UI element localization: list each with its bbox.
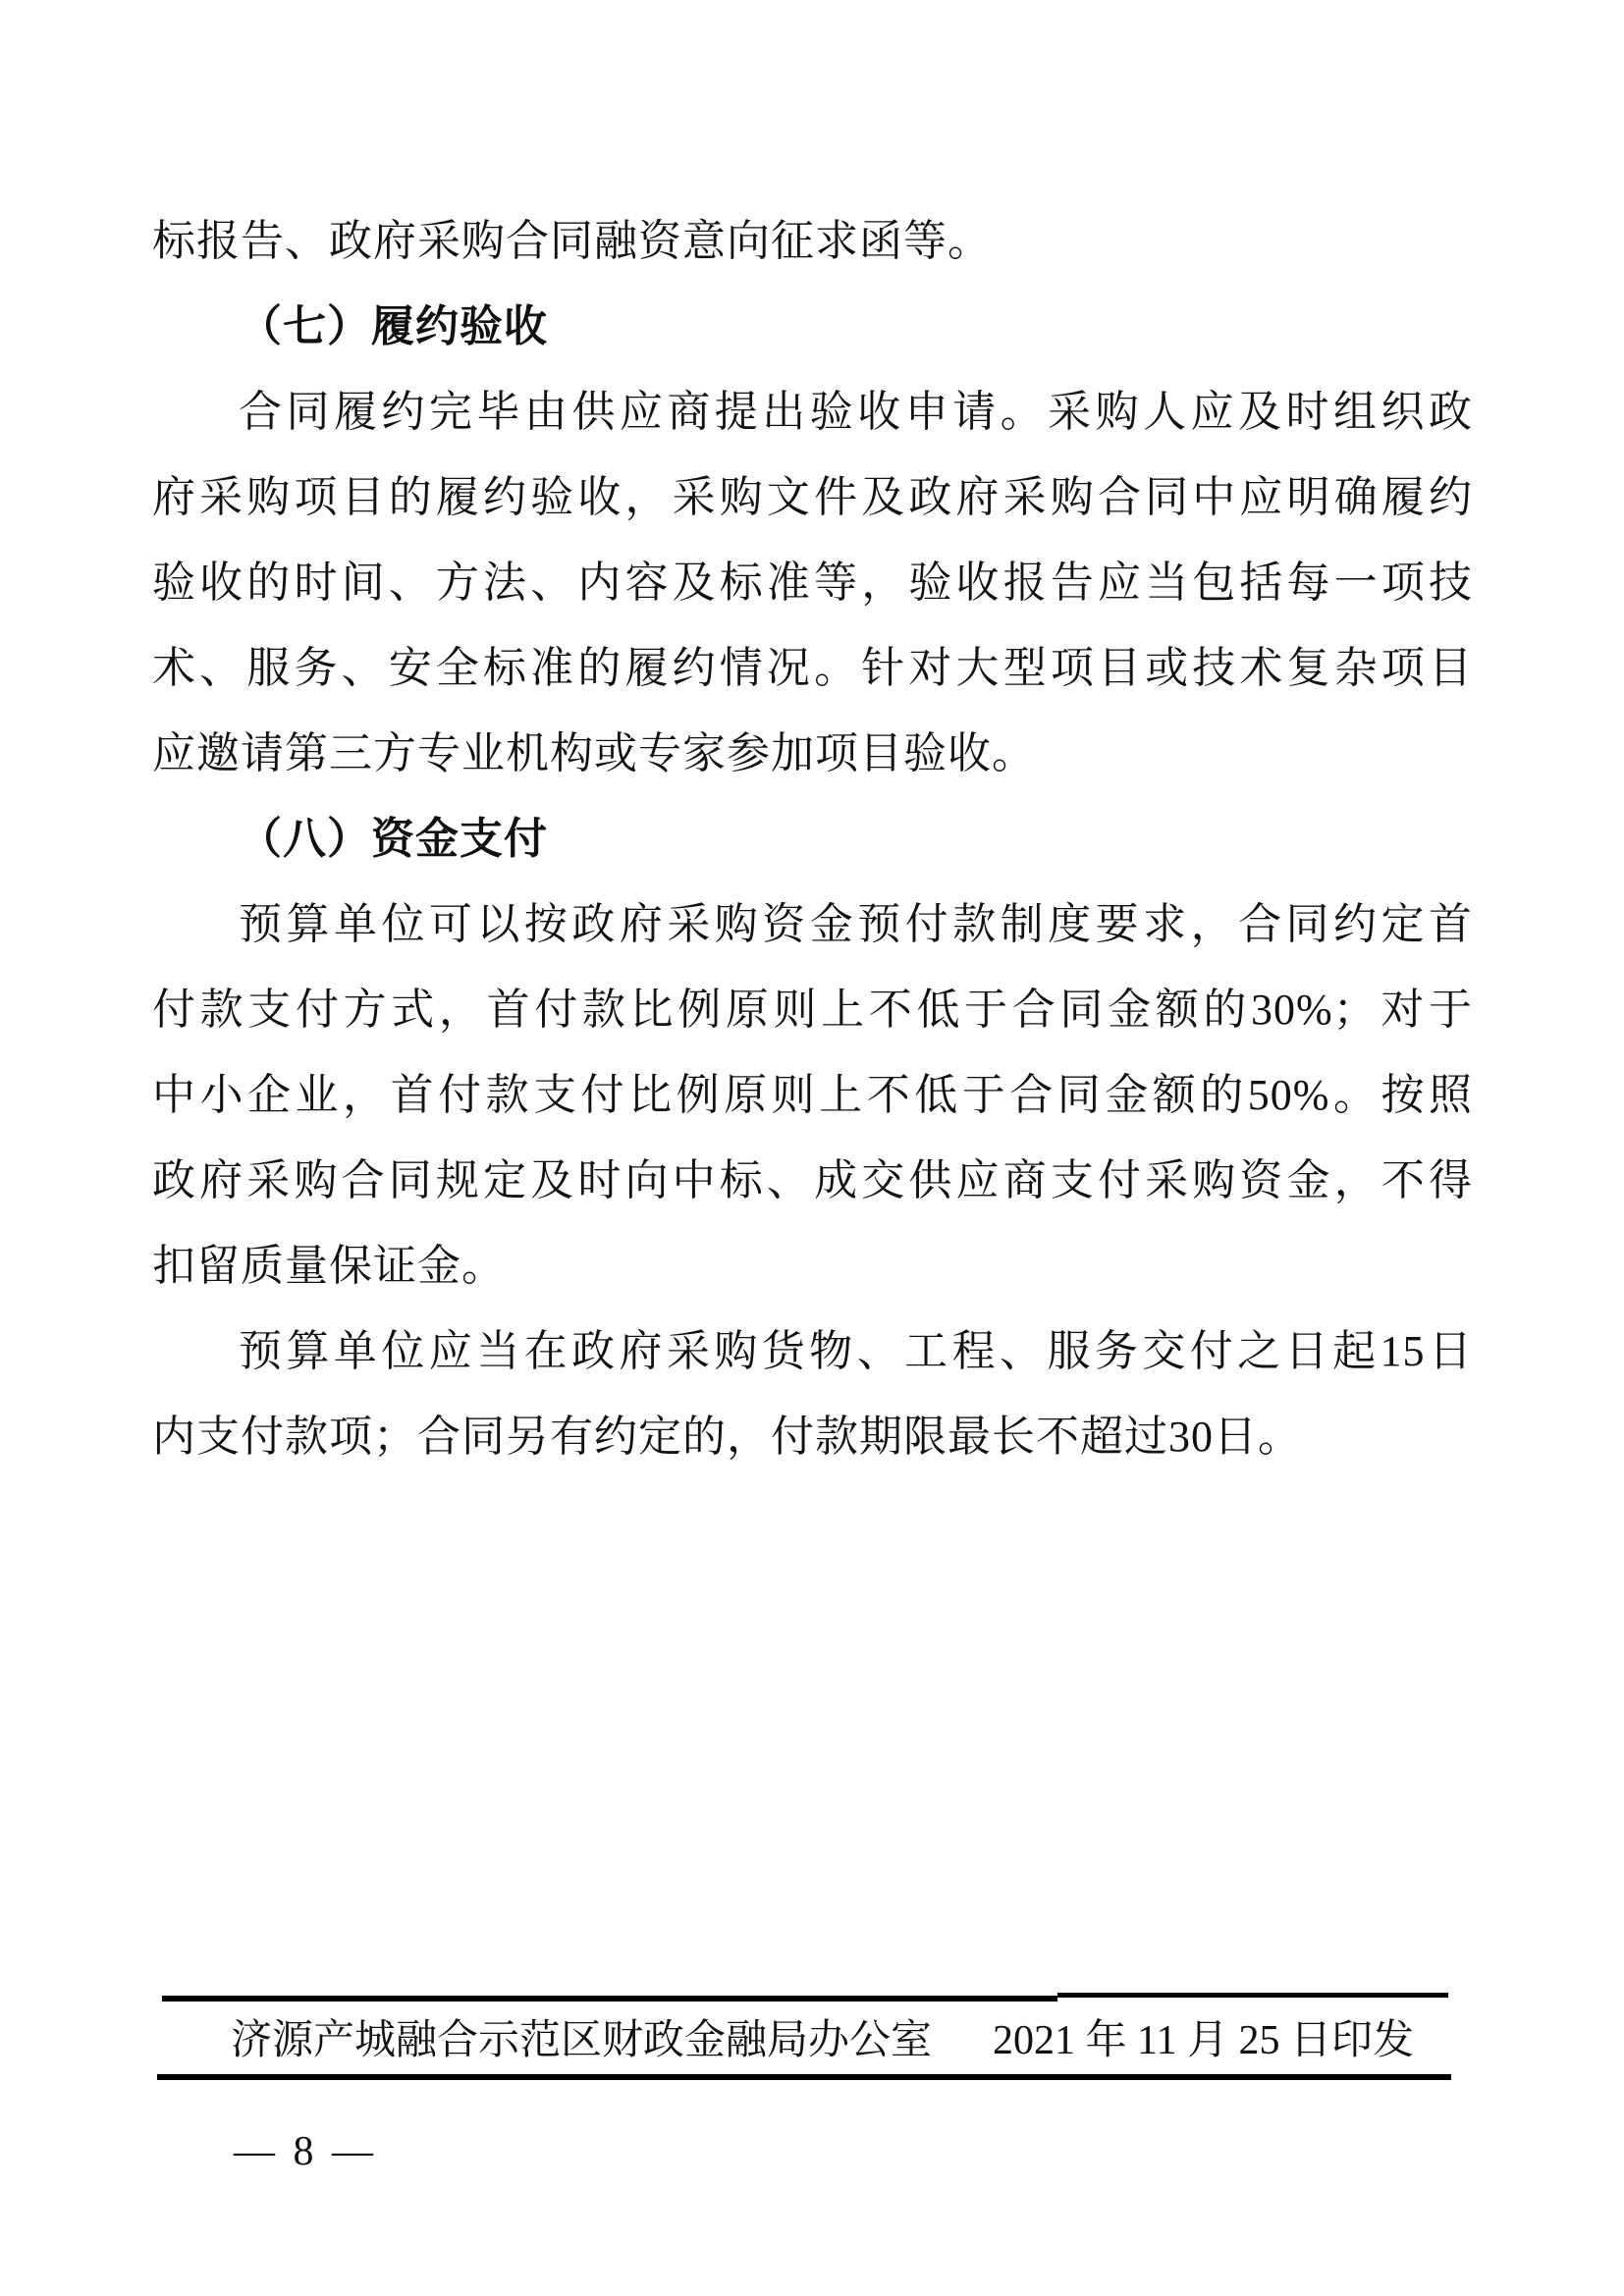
- section-heading-eight: （八）资金支付: [239, 815, 548, 863]
- body-line: 标报告、政府采购合同融资意向征求函等。: [152, 217, 992, 265]
- body-line: 合同履约完毕由供应商提出验收申请。采购人应及时组织政: [239, 388, 1473, 436]
- body-line: 应邀请第三方专业机构或专家参加项目验收。: [152, 729, 1036, 777]
- body-line: 付款支付方式，首付款比例原则上不低于合同金额的30%；对于: [152, 986, 1473, 1034]
- body-line: 中小企业，首付款支付比例原则上不低于合同金额的50%。按照: [152, 1071, 1473, 1119]
- page-number: — 8 —: [234, 2129, 377, 2174]
- body-line: 预算单位应当在政府采购货物、工程、服务交付之日起15日: [239, 1327, 1473, 1375]
- section-heading-seven: （七）履约验收: [239, 302, 548, 350]
- colophon-row: [231, 2012, 1414, 2069]
- document-body: [152, 198, 1473, 1479]
- body-line: 术、服务、安全标准的履约情况。针对大型项目或技术复杂项目: [152, 644, 1473, 692]
- issuing-office: 济源产城融合示范区财政金融局办公室: [231, 2018, 933, 2063]
- colophon-top-rule-right: [1057, 1993, 1448, 1998]
- body-line: 扣留质量保证金。: [152, 1242, 506, 1290]
- colophon-bottom-rule: [157, 2074, 1451, 2080]
- print-date: 2021 年 11 月 25 日印发: [993, 2018, 1414, 2063]
- body-line: 政府采购合同规定及时向中标、成交供应商支付采购资金，不得: [152, 1156, 1473, 1204]
- body-line: 内支付款项；合同另有约定的，付款期限最长不超过30日。: [152, 1413, 1302, 1461]
- body-line: 预算单位可以按政府采购资金预付款制度要求，合同约定首: [239, 900, 1473, 948]
- body-line: 验收的时间、方法、内容及标准等，验收报告应当包括每一项技: [152, 559, 1473, 607]
- colophon-top-rule-left: [162, 1996, 1057, 2002]
- body-line: 府采购项目的履约验收，采购文件及政府采购合同中应明确履约: [152, 473, 1473, 521]
